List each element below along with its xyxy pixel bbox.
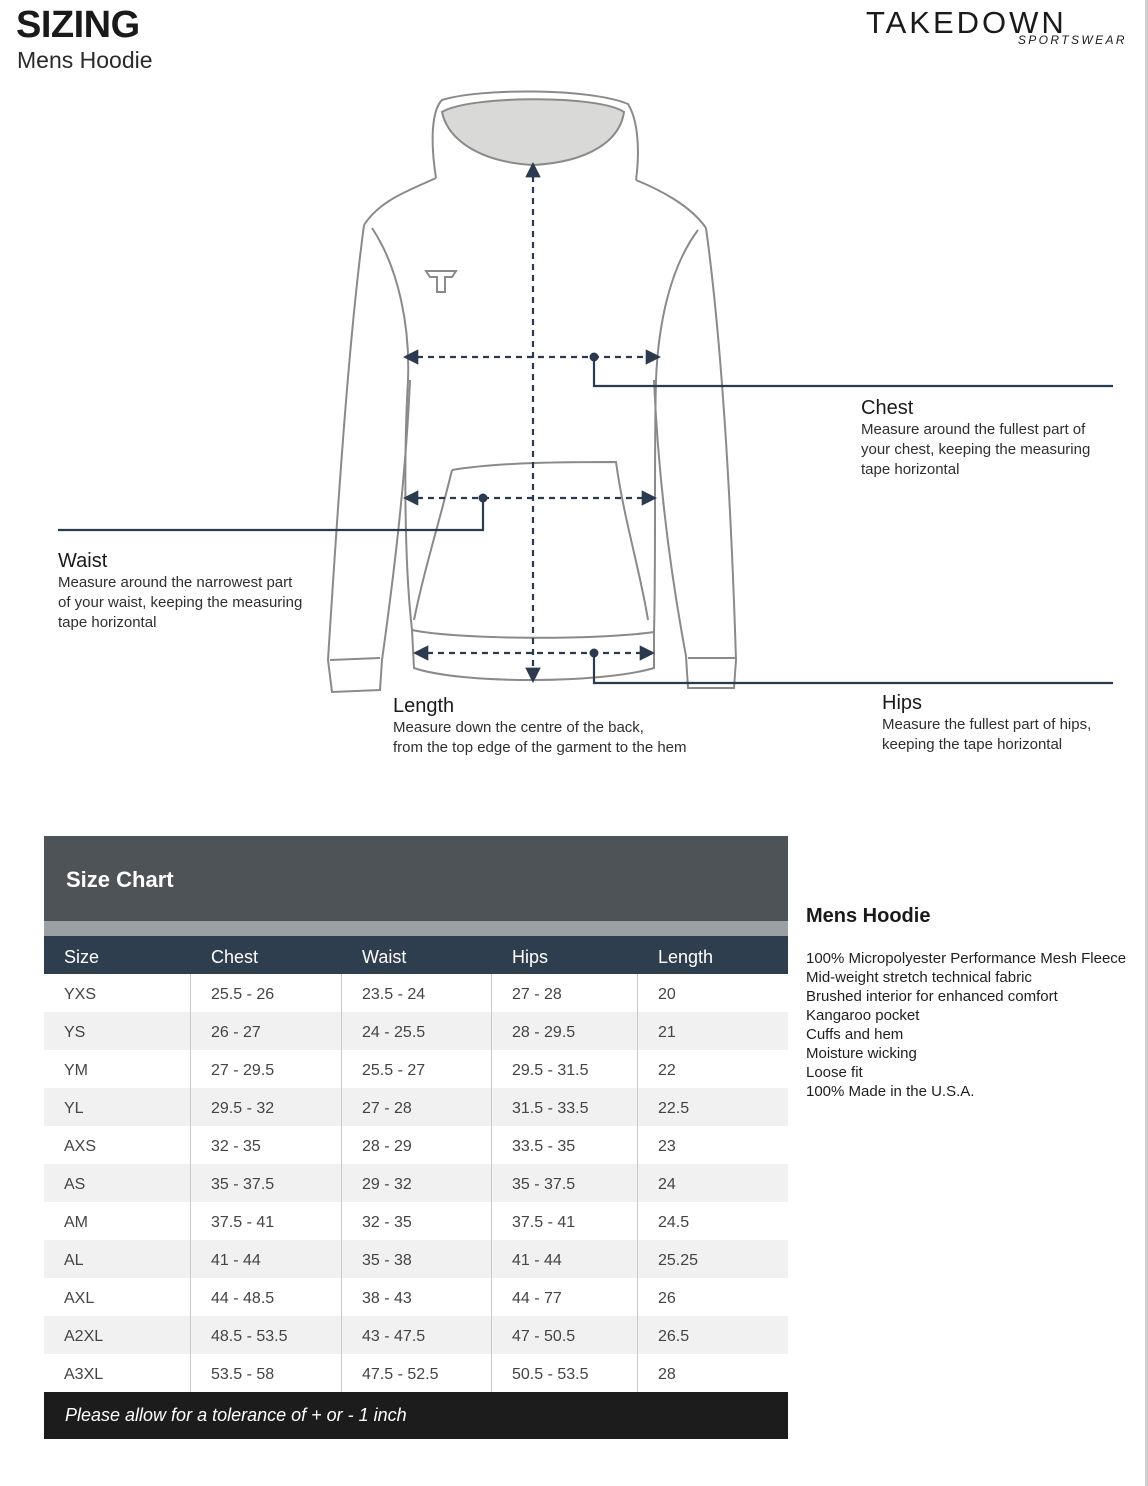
table-cell: 20 bbox=[658, 986, 676, 1003]
feature-item: Cuffs and hem bbox=[806, 1026, 904, 1043]
table-cell: YXS bbox=[44, 974, 191, 1012]
table-cell: 26 bbox=[658, 1290, 676, 1307]
table-cell: 22.5 bbox=[658, 1100, 690, 1117]
table-row bbox=[44, 1240, 788, 1278]
table-cell: 23 bbox=[658, 1138, 676, 1155]
table-cell: 38 - 43 bbox=[342, 1278, 492, 1316]
table-row bbox=[44, 1012, 788, 1050]
table-cell: AS bbox=[44, 1164, 191, 1202]
table-row bbox=[44, 1088, 788, 1126]
table-cell: YS bbox=[44, 1012, 191, 1050]
table-row bbox=[44, 1050, 788, 1088]
feature-list bbox=[806, 949, 1126, 1101]
length-label: Length bbox=[393, 695, 455, 717]
table-cell: 24 - 25.5 bbox=[342, 1012, 492, 1050]
length-callout bbox=[393, 695, 687, 758]
waist-label: Waist bbox=[58, 550, 108, 572]
table-cell: AL bbox=[44, 1240, 191, 1278]
table-row bbox=[44, 1202, 788, 1240]
waist-description: Measure around the narrowest part of your waist, keeping the measuring tape horizontal bbox=[58, 574, 303, 631]
table-row bbox=[44, 1316, 788, 1354]
table-cell: 35 - 37.5 bbox=[492, 1164, 638, 1202]
product-title: Mens Hoodie bbox=[806, 905, 931, 927]
size-chart-title: Size Chart bbox=[66, 867, 174, 892]
feature-item: Mid-weight stretch technical fabric bbox=[806, 969, 1032, 986]
table-cell: 33.5 - 35 bbox=[492, 1126, 638, 1164]
table-cell: 26.5 bbox=[658, 1328, 690, 1345]
column-header-chest: Chest bbox=[211, 947, 259, 967]
table-cell: 41 - 44 bbox=[492, 1240, 638, 1278]
table-row bbox=[44, 1278, 788, 1316]
table-cell: 31.5 - 33.5 bbox=[492, 1088, 638, 1126]
logo-t-icon bbox=[426, 271, 456, 292]
table-cell: 22 bbox=[658, 1062, 676, 1079]
hips-description: Measure the fullest part of hips, keeping the tape horizontal bbox=[882, 716, 1092, 753]
table-cell: 37.5 - 41 bbox=[492, 1202, 638, 1240]
table-cell: YL bbox=[44, 1088, 191, 1126]
table-cell: 35 - 38 bbox=[342, 1240, 492, 1278]
chest-description: Measure around the fullest part of your chest, keeping the measuring tape horizontal bbox=[861, 421, 1091, 478]
table-row bbox=[44, 1164, 788, 1202]
page-title: SIZING bbox=[16, 4, 140, 46]
table-cell: 37.5 - 41 bbox=[191, 1202, 342, 1240]
column-header-waist: Waist bbox=[362, 947, 407, 967]
table-cell: AXL bbox=[44, 1278, 191, 1316]
table-cell: 29.5 - 31.5 bbox=[492, 1050, 638, 1088]
size-chart-header bbox=[44, 836, 788, 921]
table-cell: 32 - 35 bbox=[191, 1126, 342, 1164]
table-cell: 26 - 27 bbox=[191, 1012, 342, 1050]
table-cell: YM bbox=[44, 1050, 191, 1088]
table-cell: 24.5 bbox=[658, 1214, 690, 1231]
table-cell: 25.5 - 27 bbox=[342, 1050, 492, 1088]
table-cell: 27 - 28 bbox=[342, 1088, 492, 1126]
brand-logo: TAKEDOWN bbox=[866, 5, 1067, 40]
hips-callout bbox=[882, 692, 1091, 755]
table-cell: 32 - 35 bbox=[342, 1202, 492, 1240]
column-header-size: Size bbox=[64, 947, 100, 967]
table-cell: 44 - 48.5 bbox=[191, 1278, 342, 1316]
hips-label: Hips bbox=[882, 692, 923, 714]
column-header-hips: Hips bbox=[512, 947, 549, 967]
chest-leader-line bbox=[594, 357, 1113, 386]
table-row bbox=[44, 974, 788, 1012]
table-cell: 28 bbox=[658, 1366, 676, 1383]
table-body bbox=[44, 974, 788, 1392]
length-description: Measure down the centre of the back, from the top edge of the garment to the hem bbox=[393, 719, 687, 756]
feature-item: 100% Micropolyester Performance Mesh Fleece bbox=[806, 950, 1127, 967]
table-cell: 35 - 37.5 bbox=[191, 1164, 342, 1202]
table-cell: 28 - 29.5 bbox=[492, 1012, 638, 1050]
page-subtitle: Mens Hoodie bbox=[17, 47, 153, 73]
table-cell: A2XL bbox=[44, 1316, 191, 1354]
table-cell: 23.5 - 24 bbox=[342, 974, 492, 1012]
brand-tagline: SPORTSWEAR bbox=[1017, 33, 1127, 47]
table-cell: 25.5 - 26 bbox=[191, 974, 342, 1012]
column-header-length: Length bbox=[658, 947, 714, 967]
feature-item: 100% Made in the U.S.A. bbox=[806, 1083, 975, 1100]
table-cell: 25.25 bbox=[658, 1252, 699, 1269]
table-cell: 21 bbox=[658, 1024, 676, 1041]
size-chart-table bbox=[44, 836, 788, 1439]
table-cell: 50.5 - 53.5 bbox=[492, 1354, 638, 1392]
hips-leader-line bbox=[594, 653, 1113, 683]
column-header-row bbox=[44, 936, 788, 974]
table-cell: 44 - 77 bbox=[492, 1278, 638, 1316]
feature-item: Brushed interior for enhanced comfort bbox=[806, 988, 1058, 1005]
table-cell: 47 - 50.5 bbox=[492, 1316, 638, 1354]
header-stripe bbox=[44, 921, 788, 936]
table-cell: AXS bbox=[44, 1126, 191, 1164]
table-cell: AM bbox=[44, 1202, 191, 1240]
table-cell: 29.5 - 32 bbox=[191, 1088, 342, 1126]
feature-item: Loose fit bbox=[806, 1064, 863, 1081]
table-row bbox=[44, 1126, 788, 1164]
feature-item: Kangaroo pocket bbox=[806, 1007, 920, 1024]
table-cell: 48.5 - 53.5 bbox=[191, 1316, 342, 1354]
waist-leader-line bbox=[58, 498, 483, 530]
table-cell: 43 - 47.5 bbox=[342, 1316, 492, 1354]
waist-callout bbox=[58, 550, 302, 633]
table-cell: 24 bbox=[658, 1176, 676, 1193]
table-cell: 28 - 29 bbox=[342, 1126, 492, 1164]
tolerance-note: Please allow for a tolerance of + or - 1 inch bbox=[44, 1392, 788, 1439]
table-cell: 53.5 - 58 bbox=[191, 1354, 342, 1392]
table-cell: A3XL bbox=[44, 1354, 191, 1392]
feature-item: Moisture wicking bbox=[806, 1045, 917, 1062]
table-cell: 27 - 29.5 bbox=[191, 1050, 342, 1088]
table-cell: 47.5 - 52.5 bbox=[342, 1354, 492, 1392]
table-row bbox=[44, 1354, 788, 1392]
chest-callout bbox=[861, 397, 1090, 480]
table-cell: 29 - 32 bbox=[342, 1164, 492, 1202]
table-cell: 41 - 44 bbox=[191, 1240, 342, 1278]
chest-label: Chest bbox=[861, 397, 914, 419]
table-cell: 27 - 28 bbox=[492, 974, 638, 1012]
